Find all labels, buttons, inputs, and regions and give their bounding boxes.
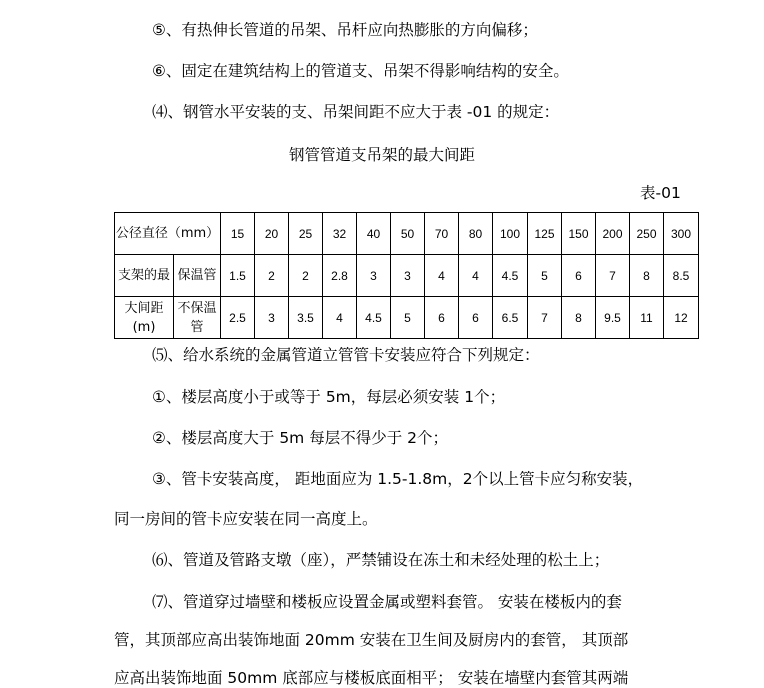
paragraph-7-sleeves-line-2: 管，其顶部应高出装饰地面 20mm 安装在卫生间及厨房内的套管， 其顶部	[114, 631, 629, 649]
value-cell: 4	[459, 255, 493, 297]
value-cell: 3	[357, 255, 391, 297]
value-cell: 5	[528, 255, 562, 297]
paragraph-clamp-rule-2: ②、楼层高度大于 5m 每层不得少于 2个；	[152, 429, 448, 447]
table-row-uninsulated	[115, 297, 699, 339]
value-cell: 2.5	[221, 297, 255, 339]
row-label-uninsulated: 不保温管	[174, 297, 221, 339]
side-label-bottom: 大间距(m)	[115, 297, 174, 339]
value-cell: 8	[562, 297, 596, 339]
header-diameter-cell: 20	[255, 213, 289, 255]
value-cell: 6	[425, 297, 459, 339]
value-cell: 3	[255, 297, 289, 339]
value-cell: 5	[391, 297, 425, 339]
paragraph-clamp-rule-1: ①、楼层高度小于或等于 5m，每层必须安装 1个；	[152, 388, 506, 406]
value-cell: 2.8	[323, 255, 357, 297]
header-diameter-cell: 300	[664, 213, 699, 255]
support-spacing-table	[114, 212, 699, 339]
value-cell: 2	[255, 255, 289, 297]
header-diameter-cell: 250	[630, 213, 664, 255]
value-cell: 3.5	[289, 297, 323, 339]
value-cell: 7	[596, 255, 630, 297]
header-diameter-cell: 125	[528, 213, 562, 255]
header-diameter-cell: 15	[221, 213, 255, 255]
value-cell: 12	[664, 297, 699, 339]
header-diameter-cell: 100	[493, 213, 528, 255]
paragraph-5-riser-clamps: ⑸、给水系统的金属管道立管管卡安装应符合下列规定：	[152, 346, 540, 364]
header-diameter-label: 公径直径（mm）	[115, 213, 221, 255]
table-row-insulated	[115, 255, 699, 297]
value-cell: 8	[630, 255, 664, 297]
table-title: 钢管管道支吊架的最大间距	[288, 146, 475, 164]
table-label: 表-01	[640, 184, 681, 202]
value-cell: 3	[391, 255, 425, 297]
paragraph-clamp-rule-3-continued: 同一房间的管卡应安装在同一高度上。	[114, 510, 378, 528]
side-label-top: 支架的最	[115, 255, 174, 297]
value-cell: 4.5	[357, 297, 391, 339]
value-cell: 4	[323, 297, 357, 339]
header-diameter-cell: 200	[596, 213, 630, 255]
header-diameter-cell: 50	[391, 213, 425, 255]
value-cell: 6	[459, 297, 493, 339]
value-cell: 8.5	[664, 255, 699, 297]
header-diameter-cell: 25	[289, 213, 323, 255]
row-label-insulated: 保温管	[174, 255, 221, 297]
value-cell: 9.5	[596, 297, 630, 339]
value-cell: 1.5	[221, 255, 255, 297]
header-diameter-cell: 40	[357, 213, 391, 255]
paragraph-4-horizontal-spacing: ⑷、钢管水平安装的支、吊架间距不应大于表 -01 的规定：	[152, 103, 560, 121]
paragraph-7-sleeves-line-3: 应高出装饰地面 50mm 底部应与楼板底面相平； 安装在墙壁内套管其两端	[114, 669, 629, 687]
paragraph-5-hanger-offset: ⑤、有热伸长管道的吊架、吊杆应向热膨胀的方向偏移；	[152, 21, 538, 39]
value-cell: 11	[630, 297, 664, 339]
value-cell: 6.5	[493, 297, 528, 339]
header-diameter-cell: 70	[425, 213, 459, 255]
value-cell: 4.5	[493, 255, 528, 297]
value-cell: 7	[528, 297, 562, 339]
paragraph-6-pipe-supports: ⑹、管道及管路支墩（座），严禁铺设在冻土和未经处理的松土上；	[152, 551, 610, 569]
header-diameter-cell: 80	[459, 213, 493, 255]
value-cell: 4	[425, 255, 459, 297]
value-cell: 6	[562, 255, 596, 297]
table-header-row	[115, 213, 699, 255]
value-cell: 2	[289, 255, 323, 297]
paragraph-clamp-rule-3: ③、管卡安装高度， 距地面应为 1.5-1.8m，2个以上管卡应匀称安装，	[152, 470, 644, 488]
header-diameter-cell: 150	[562, 213, 596, 255]
header-diameter-cell: 32	[323, 213, 357, 255]
paragraph-6-structure-safety: ⑥、固定在建筑结构上的管道支、吊架不得影响结构的安全。	[152, 62, 569, 80]
paragraph-7-sleeves: ⑺、管道穿过墙壁和楼板应设置金属或塑料套管。 安装在楼板内的套	[152, 593, 622, 611]
